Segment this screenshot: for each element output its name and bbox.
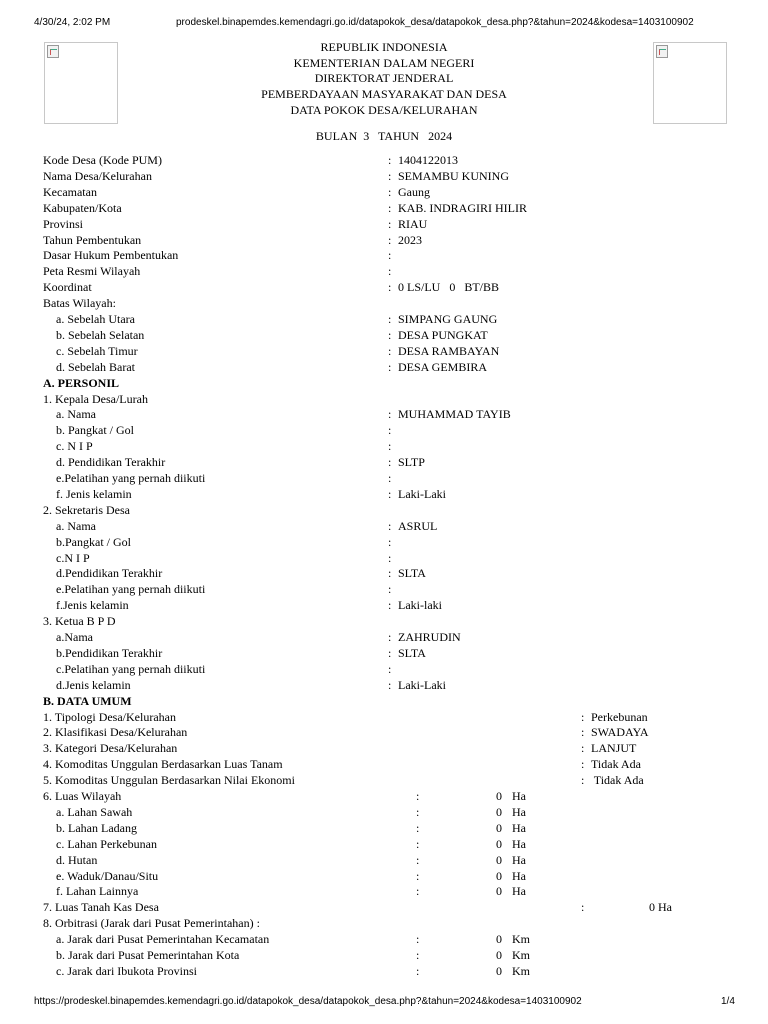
field-value: MUHAMMAD TAYIB (398, 407, 511, 422)
field-colon: : (416, 932, 420, 947)
field-colon: : (388, 645, 392, 660)
field-value: RIAU (398, 216, 428, 231)
subsection-title: 1. Kepala Desa/Lurah (43, 391, 148, 406)
field-label: Tahun Pembentukan (43, 232, 142, 247)
field-label: a. Jarak dari Pusat Pemerintahan Kecamatan (56, 932, 270, 947)
field-colon: : (388, 153, 392, 167)
field-label: b. Jarak dari Pusat Pemerintahan Kota (56, 948, 240, 962)
field-value: 0 (496, 948, 502, 962)
field-label: Nama Desa/Kelurahan (43, 168, 152, 183)
field-colon: : (388, 407, 392, 422)
field-label: e.Pelatihan yang pernah diikuti (56, 582, 206, 597)
header-line-5: DATA POKOK DESA/KELURAHAN (290, 103, 478, 117)
field-label: Koordinat (43, 280, 92, 295)
field-colon: : (388, 200, 392, 215)
subsection-title: 3. Ketua B P D (43, 614, 116, 629)
field-value: 0 (496, 868, 502, 883)
field-label: f. Lahan Lainnya (56, 884, 139, 899)
field-value: 0 (496, 852, 502, 867)
field-colon: : (388, 359, 392, 374)
field-label: a. Nama (56, 518, 96, 533)
field-unit: Ha (512, 804, 526, 819)
field-unit: Ha (512, 852, 526, 867)
header-line-1: REPUBLIK INDONESIA (320, 40, 448, 54)
field-label: c. Sebelah Timur (56, 343, 138, 358)
print-url: prodeskel.binapemdes.kemendagri.go.id/datapokok_desa/datapokok_desa.php?&tahun=2024&kodesa=1403100902 (176, 17, 694, 28)
field-colon: : (388, 280, 392, 295)
field-colon: : (581, 757, 585, 772)
field-value: 0 (496, 932, 502, 947)
field-colon: : (388, 598, 392, 613)
field-colon: : (581, 709, 585, 724)
field-value: Laki-laki (398, 598, 442, 613)
field-value: 2023 (398, 232, 422, 247)
field-value: 0 (496, 836, 502, 851)
field-colon: : (416, 820, 420, 835)
field-label: Kode Desa (Kode PUM) (43, 153, 162, 167)
field-label: 5. Komoditas Unggulan Berdasarkan Nilai Ekonomi (43, 773, 295, 788)
field-label: e. Waduk/Danau/Situ (56, 868, 159, 883)
field-colon: : (388, 312, 392, 326)
field-value: ASRUL (398, 518, 438, 533)
field-label: Provinsi (43, 216, 84, 231)
field-colon: : (388, 327, 392, 342)
field-colon: : (416, 789, 420, 803)
field-colon: : (416, 948, 420, 962)
field-colon: : (388, 630, 392, 644)
field-label: 4. Komoditas Unggulan Berdasarkan Luas Tanam (43, 757, 283, 772)
field-value: 0 (496, 820, 502, 835)
period-line: BULAN 3 TAHUN 2024 (315, 129, 453, 143)
field-label: b. Sebelah Selatan (56, 327, 145, 342)
field-colon: : (388, 518, 392, 533)
field-label: d. Sebelah Barat (56, 359, 135, 374)
section-heading: A. PERSONIL (43, 375, 120, 390)
field-value: SLTA (398, 645, 426, 660)
field-value: DESA PUNGKAT (398, 327, 488, 342)
field-label: 6. Luas Wilayah (43, 789, 122, 803)
field-value: 0 (496, 884, 502, 899)
field-colon: : (388, 582, 392, 597)
field-colon: : (416, 884, 420, 899)
field-value: 0 Ha (649, 900, 672, 915)
field-value: 0 (496, 789, 502, 803)
subsection-title: 2. Sekretaris Desa (43, 502, 130, 517)
field-label: a.Nama (56, 630, 93, 644)
field-label: b.Pendidikan Terakhir (56, 645, 163, 660)
field-label: a. Nama (56, 407, 96, 422)
field-colon: : (388, 677, 392, 692)
field-unit: Ha (512, 836, 526, 851)
print-page-number: 1/4 (721, 996, 735, 1007)
field-value: Gaung (398, 184, 430, 199)
field-label: Dasar Hukum Pembentukan (43, 248, 179, 263)
field-colon: : (388, 423, 392, 438)
field-label: 3. Kategori Desa/Kelurahan (43, 741, 178, 756)
header-line-3: DIREKTORAT JENDERAL (314, 71, 454, 85)
field-colon: : (388, 486, 392, 501)
field-label: c. Jarak dari Ibukota Provinsi (56, 963, 197, 978)
header-line-2: KEMENTERIAN DALAM NEGERI (293, 55, 475, 70)
field-label: f.Jenis kelamin (56, 598, 129, 613)
field-colon: : (416, 804, 420, 819)
field-colon: : (388, 264, 392, 279)
field-value: Laki-Laki (398, 677, 446, 692)
field-value: 0 (496, 963, 502, 978)
field-label: f. Jenis kelamin (56, 486, 132, 501)
field-colon: : (416, 836, 420, 851)
field-label: b. Lahan Ladang (56, 820, 137, 835)
field-unit: Ha (512, 884, 526, 899)
field-label: 1. Tipologi Desa/Kelurahan (43, 709, 176, 724)
field-value: SEMAMBU KUNING (398, 168, 510, 183)
field-unit: Km (512, 932, 530, 947)
field-colon: : (416, 868, 420, 883)
header-line-4: PEMBERDAYAAN MASYARAKAT DAN DESA (261, 87, 507, 101)
field-value: DESA RAMBAYAN (398, 343, 500, 358)
field-colon: : (388, 661, 392, 676)
field-unit: Ha (512, 820, 526, 835)
field-label: c. Lahan Perkebunan (56, 836, 157, 851)
field-colon: : (581, 725, 585, 740)
field-colon: : (388, 534, 392, 549)
field-label: d.Jenis kelamin (56, 677, 131, 692)
field-label: a. Lahan Sawah (56, 804, 133, 819)
field-label: Kecamatan (43, 184, 97, 199)
field-colon: : (581, 773, 585, 788)
field-label: d.Pendidikan Terakhir (56, 566, 163, 581)
section-title: Batas Wilayah: (43, 296, 116, 311)
field-colon: : (388, 550, 392, 565)
field-colon: : (388, 216, 392, 231)
field-colon: : (388, 455, 392, 470)
field-colon: : (388, 566, 392, 581)
field-colon: : (388, 232, 392, 247)
field-unit: Km (512, 948, 530, 962)
field-colon: : (388, 168, 392, 183)
field-colon: : (416, 963, 420, 978)
field-label: 7. Luas Tanah Kas Desa (43, 900, 159, 915)
field-value: SIMPANG GAUNG (398, 312, 498, 326)
print-footer-url: https://prodeskel.binapemdes.kemendagri.go.id/datapokok_desa/datapokok_desa.php?&tahun=2024&kodesa=1403100902 (34, 996, 582, 1007)
field-label: a. Sebelah Utara (56, 312, 135, 326)
field-colon: : (388, 343, 392, 358)
field-label: c.N I P (56, 550, 90, 565)
print-timestamp: 4/30/24, 2:02 PM (34, 17, 111, 28)
subsection-title: 8. Orbitrasi (Jarak dari Pusat Pemerintahan) : (43, 916, 260, 931)
field-label: b.Pangkat / Gol (56, 534, 131, 549)
field-value: 0 (496, 804, 502, 819)
field-value: 0 LS/LU 0 BT/BB (398, 280, 500, 295)
field-label: 2. Klasifikasi Desa/Kelurahan (43, 725, 188, 740)
field-unit: Ha (512, 868, 526, 883)
field-value: 1404122013 (398, 153, 458, 167)
section-heading: B. DATA UMUM (43, 693, 132, 708)
field-value: SLTA (398, 566, 426, 581)
field-value: ZAHRUDIN (398, 630, 461, 644)
field-colon: : (581, 900, 585, 915)
field-colon: : (416, 852, 420, 867)
field-label: e.Pelatihan yang pernah diikuti (56, 471, 206, 485)
field-label: c. N I P (56, 439, 93, 454)
field-colon: : (388, 471, 392, 485)
field-unit: Ha (512, 789, 526, 803)
field-label: d. Hutan (56, 852, 98, 867)
field-label: Peta Resmi Wilayah (43, 264, 141, 279)
field-label: b. Pangkat / Gol (56, 423, 134, 438)
field-unit: Km (512, 963, 530, 978)
field-value: Perkebunan (591, 709, 648, 724)
field-label: Kabupaten/Kota (43, 200, 122, 215)
field-value: SLTP (398, 455, 425, 470)
field-colon: : (388, 184, 392, 199)
field-label: c.Pelatihan yang pernah diikuti (56, 661, 206, 676)
field-colon: : (581, 741, 585, 756)
field-colon: : (388, 248, 392, 263)
field-value: Tidak Ada (591, 773, 644, 788)
field-value: Laki-Laki (398, 486, 446, 501)
field-value: Tidak Ada (591, 757, 641, 772)
field-value: SWADAYA (591, 725, 649, 740)
field-value: DESA GEMBIRA (398, 359, 488, 374)
field-colon: : (388, 439, 392, 454)
field-value: KAB. INDRAGIRI HILIR (398, 200, 527, 215)
field-value: LANJUT (591, 741, 637, 756)
field-label: d. Pendidikan Terakhir (56, 455, 166, 470)
